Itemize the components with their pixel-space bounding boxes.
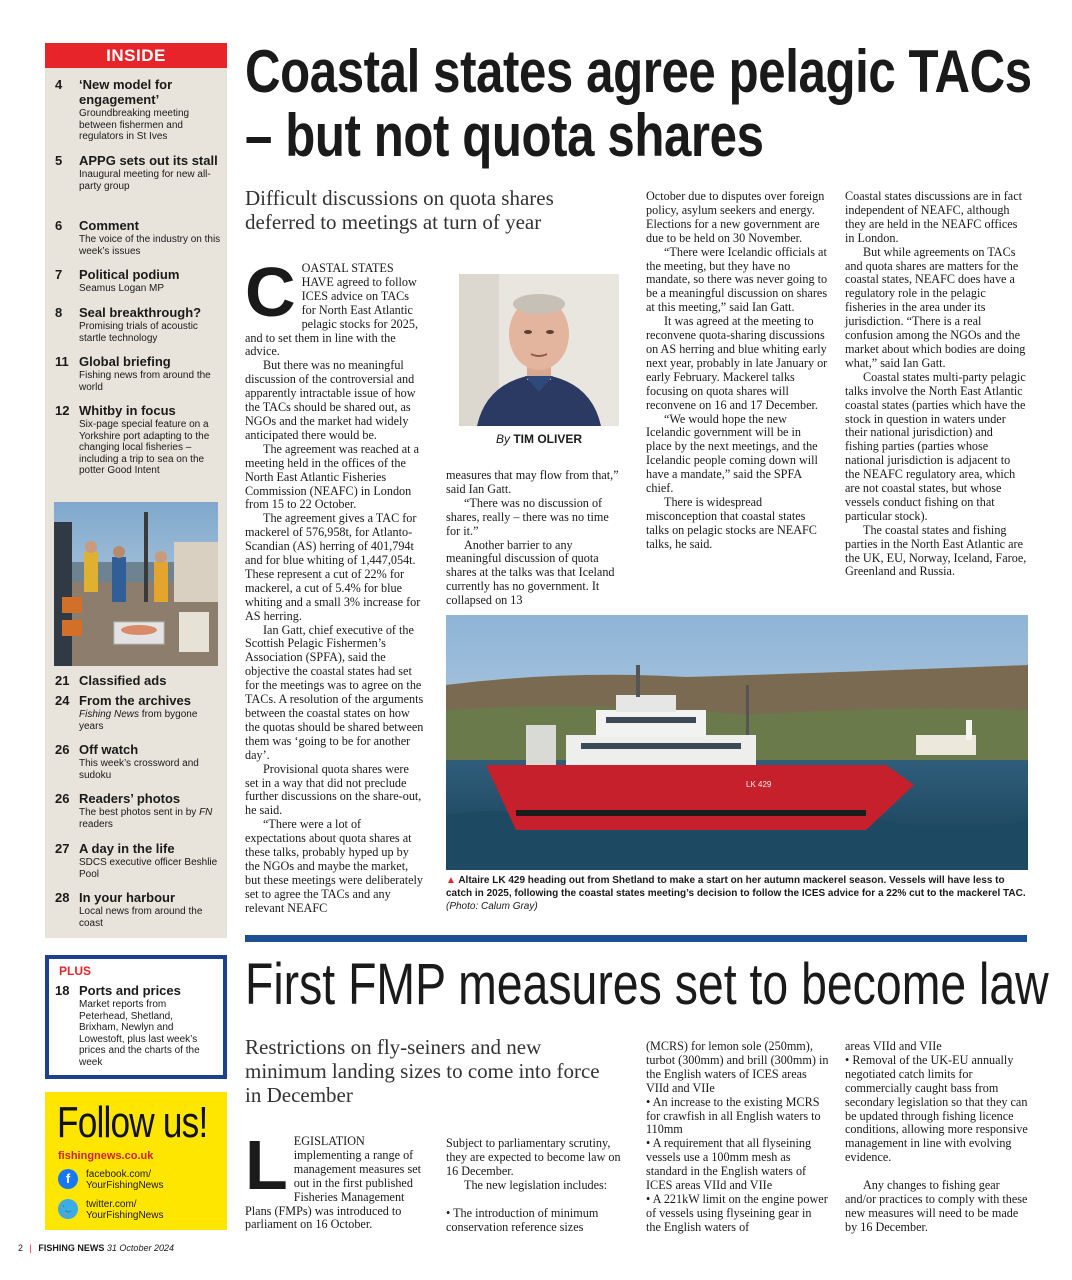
contents-title: In your harbour: [79, 890, 176, 905]
article2-column-4: [845, 1040, 1028, 1235]
paragraph: “We would hope the new Icelandic government will be in place by the next meetings, and the Icelandic people coming down will have a mandate,” said the SPFA chief.: [646, 411, 818, 496]
contents-item[interactable]: [55, 218, 223, 257]
contents-item[interactable]: [55, 403, 223, 477]
contents-desc: Local news from around the coast: [79, 906, 203, 929]
contents-item[interactable]: [55, 305, 223, 344]
twitter-bird-icon: 🐦: [58, 1199, 78, 1219]
page-number: 26: [55, 742, 70, 757]
contents-desc: Promising trials of acoustic startle technology: [79, 321, 198, 344]
paragraph: • A requirement that all flyseining vessels use a 100mm mesh as standard in the English waters of ICES areas VIId and VIIe: [646, 1136, 812, 1193]
facebook-url-line2: YourFishingNews: [86, 1180, 164, 1191]
paragraph: • The introduction of minimum conservation reference sizes: [446, 1205, 599, 1234]
paragraph: “There were a lot of expectations about quota shares at these talks, probably hyped up by the NGOs and maybe the market, but these meetings were deliberately set to agree the TACs and any relevant NEAFC: [245, 817, 424, 915]
page-number: 21: [55, 673, 70, 688]
follow-title: Follow us!: [57, 1098, 208, 1147]
contents-desc-text: The best photos sent in by: [79, 807, 200, 818]
contents-desc: [79, 709, 223, 732]
paragraph: (MCRS) for lemon sole (250mm), turbot (300mm) and brill (300mm) in the English waters of ICES areas VIId and VIIe: [646, 1039, 829, 1095]
paragraph: “There were Icelandic officials at the meeting, but they have no mandate, so there was never going to be a meaningful discussion on shares at this meeting,” said Ian Gatt.: [646, 244, 828, 315]
twitter-url-line2: YourFishingNews: [86, 1210, 164, 1221]
dropcap: C: [245, 253, 296, 331]
photo-caption: [446, 874, 1028, 913]
contents-item[interactable]: [55, 153, 223, 192]
contents-desc: Seamus Logan MP: [79, 283, 165, 294]
page-footer: [18, 1243, 174, 1253]
contents-title: Seal breakthrough?: [79, 305, 202, 320]
paragraph: Coastal states multi-party pelagic talks involve the North East Atlantic coastal states (parties which have the stock in question in waters under their national jurisdiction) and fishing parties (parties whose national jurisdiction is adjacent to the NEAFC regulatory area, which are not coastal states, but whose vessels conduct fishing on that particular stock).: [845, 369, 1026, 523]
whitby-photo: [54, 502, 218, 666]
plus-desc: Market reports from Peterhead, Shetland, Brixham, Newlyn and Lowestoft, plus last week’s prices and the charts of the week: [79, 999, 200, 1068]
contents-title: Classified ads: [79, 673, 167, 688]
page-number: 2: [18, 1243, 24, 1253]
page-number: 12: [55, 403, 70, 418]
facebook-icon: f: [58, 1169, 78, 1189]
paragraph: It was agreed at the meeting to reconvene quota-sharing discussions on AS herring and blue whiting early next year, probably in late January or early February. Mackerel talks focusing on quota shares will reconvene on 16 and 17 December.: [646, 314, 828, 412]
caption-text: Altaire LK 429 heading out from Shetland to make a start on her autumn mackerel season. Vessels will have less to catch in 2025, following the coastal states meeting’s decision to follow the ICES advice for a 22% cut to the mackerel TAC.: [446, 875, 1026, 899]
paragraph: Any changes to fishing gear and/or practices to comply with these new measures will need to be made by 16 December.: [845, 1178, 1028, 1234]
contents-desc: Groundbreaking meeting between fishermen and regulators in St Ives: [79, 108, 190, 142]
plus-title: Ports and prices: [79, 983, 181, 998]
article1-column-4: [845, 190, 1028, 579]
article1-column-2: [446, 469, 626, 608]
contents-item[interactable]: [55, 791, 223, 830]
paragraph: The coastal states and fishing parties in the North East Atlantic are the UK, EU, Norway, Iceland, Faroe, Greenland and Russia.: [845, 522, 1027, 579]
contents-title: Comment: [79, 218, 139, 233]
byline: [447, 432, 631, 446]
photo-credit: (Photo: Calum Gray): [446, 901, 538, 912]
caption-marker-icon: ▲: [446, 875, 456, 886]
contents-title: Political podium: [79, 267, 180, 282]
paragraph: There is widespread misconception that coastal states talks on pelagic stocks are NEAFC talks, he said.: [646, 494, 817, 551]
trawler-photo: [446, 615, 1028, 870]
contents-item[interactable]: [55, 693, 223, 732]
contents-item[interactable]: [55, 673, 223, 688]
paragraph: But there was no meaningful discussion of the controversial and apparently intractable issue of how the TACs should be shared out, as NGOs and the market had widely anticipated there would be.: [245, 358, 416, 442]
page-number: 7: [55, 267, 63, 282]
inside-heading: INSIDE: [45, 43, 227, 68]
page-number: 6: [55, 218, 63, 233]
ship-registration: LK 429: [746, 780, 772, 789]
article2-headline: First FMP measures set to become law: [245, 952, 1049, 1017]
headline-line-2: – but not quota shares: [245, 102, 764, 169]
paragraph: • Removal of the UK-EU annually negotiated catch limits for commercially caught bass from secondary legislation so that they can be updated through fishing licence conditions, allowing more responsive management in line with evolving evidence.: [845, 1052, 1028, 1165]
paragraph: measures that may flow from that,” said Ian Gatt.: [446, 468, 619, 496]
contents-title: Off watch: [79, 742, 139, 757]
contents-desc: This week’s crossword and sudoku: [79, 758, 199, 781]
contents-title: APPG sets out its stall: [79, 153, 218, 168]
publication-name: Fishing News: [79, 709, 140, 720]
contents-desc: Six-page special feature on a Yorkshire port adapting to the changing local fisheries – including a trip to sea on the potter Good Intent: [79, 419, 210, 476]
article1-headline: [245, 38, 1032, 169]
byline-name: TIM OLIVER: [513, 432, 583, 446]
article1-column-1: [245, 253, 425, 916]
article1-standfirst: Difficult discussions on quota shares deferred to meetings at turn of year: [245, 186, 554, 234]
contents-desc-text: from bygone years: [79, 709, 198, 732]
plus-label: PLUS: [59, 964, 92, 978]
publication-name: FISHING NEWS: [38, 1243, 105, 1253]
article2-column-2: [446, 1137, 626, 1234]
issue-date: 31 October 2024: [106, 1243, 174, 1253]
contents-title: Whitby in focus: [79, 403, 176, 418]
paragraph: Another barrier to any meaningful discussion of quota shares at the talks was that Iceland currently has no government. It collapsed on 13: [446, 537, 615, 608]
contents-desc-tail: readers: [79, 818, 113, 830]
paragraph: October due to disputes over foreign policy, asylum seekers and energy. Elections for a new government are due to be held on 30 November.: [646, 189, 825, 245]
contents-title: Readers’ photos: [79, 791, 181, 806]
headline-line-1: Coastal states agree pelagic TACs: [245, 38, 1032, 105]
footer-separator: |: [29, 1243, 32, 1253]
contents-title: A day in the life: [79, 841, 175, 856]
contents-desc: SDCS executive officer Beshlie Pool: [79, 857, 218, 880]
contents-item[interactable]: [55, 267, 223, 295]
article1-column-3: [646, 190, 829, 552]
page-number: 27: [55, 841, 70, 856]
publication-abbrev: FN: [199, 807, 213, 818]
facebook-link[interactable]: [58, 1169, 163, 1191]
contents-desc: The voice of the industry on this week’s issues: [79, 234, 221, 257]
paragraph: • An increase to the existing MCRS for crawfish in all English waters to 110mm: [646, 1094, 821, 1137]
paragraph: Ian Gatt, chief executive of the Scottish Pelagic Fishermen’s Association (SPFA), said the objective the coastal states had set for the meetings was to agree on the TACs. A resolution of the arguments between the coastal states on how the quotas should be shared between them was ‘going to be for another day’.: [245, 622, 424, 762]
page-number: 26: [55, 791, 70, 806]
byline-portrait: [447, 262, 631, 452]
byline-prefix: By: [495, 432, 510, 446]
paragraph: The agreement gives a TAC for mackerel of 576,958t, for Atlanto-Scandian (AS) herring of 401,794t and for blue whiting of 1,447,054t. These represent a cut of 22% for mackerel, a cut of 5.4% for blue whiting and a small 3% increase for AS herring.: [245, 511, 421, 623]
contents-item[interactable]: [55, 77, 223, 143]
contents-item[interactable]: [55, 841, 223, 880]
article2-column-1: [245, 1126, 425, 1232]
paragraph: The agreement was reached at a meeting held in the offices of the North East Atlantic Fisheries Commission (NEAFC) in London from 15 to 22 October.: [245, 441, 419, 512]
article2-column-3: [646, 1040, 829, 1235]
paragraph: But while agreements on TACs and quota shares are matters for the coastal states, NEAFC does have a regulatory role in the pelagic fisheries in the area under its jurisdiction. “There is a real confusion among the NGOs and the market about which bodies are doing what,” said Ian Gatt.: [845, 244, 1026, 370]
page-number: 18: [55, 983, 70, 998]
twitter-link[interactable]: [58, 1199, 163, 1221]
contents-item[interactable]: [55, 354, 223, 393]
paragraph: OASTAL STATES HAVE agreed to follow ICES advice on TACs for North East Atlantic pelagic stocks for 2025, and to set them in line with the advice.: [245, 261, 418, 359]
contents-desc: Fishing news from around the world: [79, 370, 211, 393]
page-number: 8: [55, 305, 63, 320]
paragraph: EGISLATION implementing a range of management measures set out in the first published Fisheries Management Plans (FMPs) was introduced to parliament on 16 October.: [245, 1134, 422, 1232]
paragraph: Provisional quota shares were set in a way that did not preclude further discussions on the share-out, he said.: [245, 761, 422, 818]
facebook-url-line1: facebook.com/: [86, 1169, 152, 1180]
page-number: 24: [55, 693, 70, 708]
contents-item[interactable]: [55, 890, 223, 929]
paragraph: Coastal states discussions are in fact independent of NEAFC, although they are held in the NEAFC offices in London.: [845, 189, 1023, 245]
page-number: 28: [55, 890, 70, 905]
article2-standfirst: Restrictions on fly-seiners and new minimum landing sizes to come into force in December: [245, 1035, 600, 1107]
paragraph: areas VIId and VIIe: [845, 1039, 942, 1053]
contents-desc: [79, 807, 223, 830]
paragraph: Subject to parliamentary scrutiny, they are expected to become law on 16 December.: [446, 1136, 621, 1178]
contents-item[interactable]: [55, 742, 223, 781]
page-number: 4: [55, 77, 63, 92]
page-number: 11: [55, 354, 69, 369]
dropcap: L: [245, 1126, 288, 1204]
paragraph: The new legislation includes:: [464, 1177, 608, 1192]
contents-title: From the archives: [79, 693, 191, 708]
paragraph: • A 221kW limit on the engine power of vessels using flyseining gear in the English waters of: [646, 1191, 828, 1234]
contents-title: Global briefing: [79, 354, 171, 369]
section-divider: [245, 935, 1027, 942]
website-link[interactable]: fishingnews.co.uk: [58, 1150, 154, 1162]
contents-title: ‘New model for engagement’: [79, 77, 173, 107]
paragraph: “There was no discussion of shares, really – there was no time for it.”: [446, 495, 609, 538]
twitter-url-line1: twitter.com/: [86, 1199, 137, 1210]
page-number: 5: [55, 153, 63, 168]
contents-desc: Inaugural meeting for new all-party group: [79, 169, 211, 192]
plus-item[interactable]: [55, 983, 223, 1068]
